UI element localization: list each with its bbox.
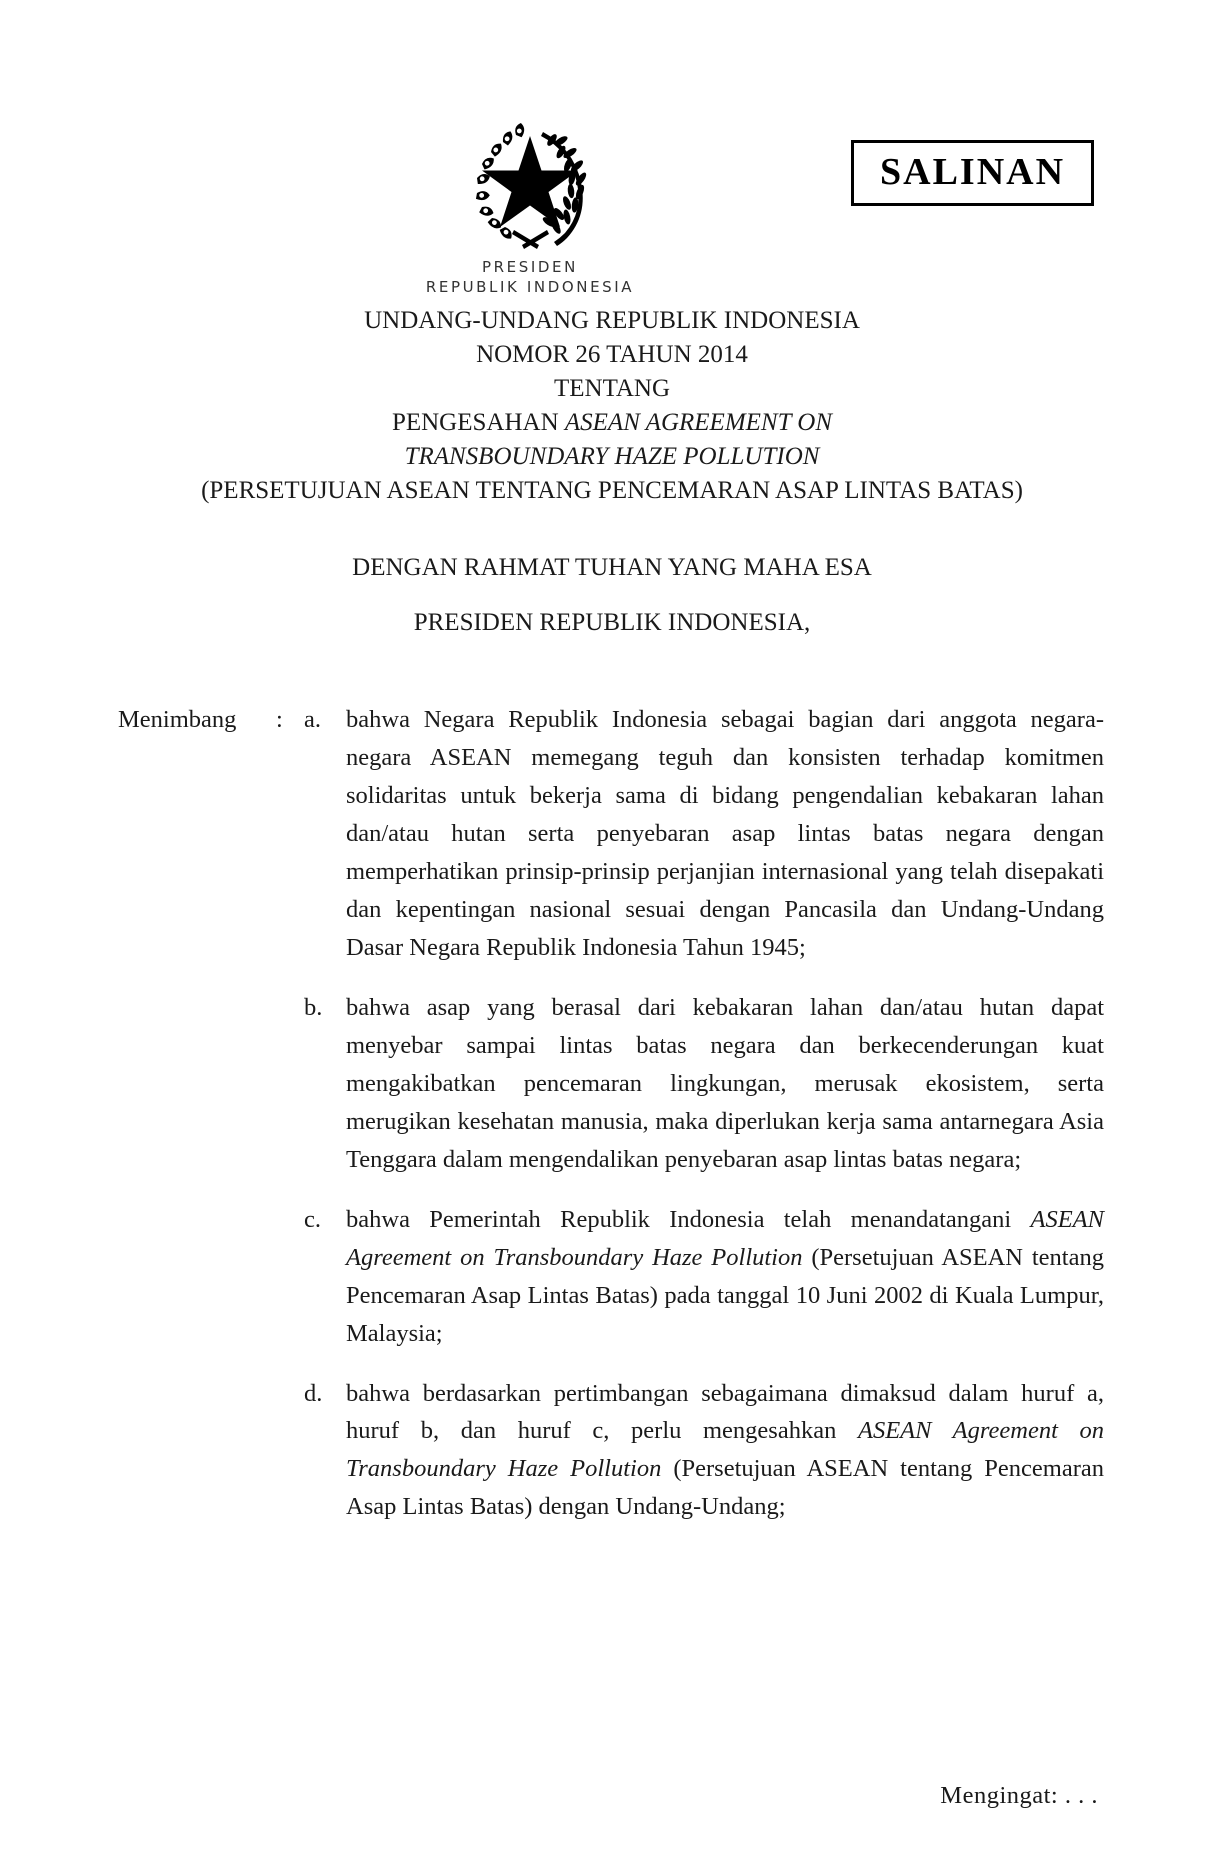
title-line-subject-1 bbox=[0, 406, 1224, 440]
document-title-block bbox=[0, 304, 1224, 508]
considerations-label: Menimbang bbox=[118, 706, 237, 733]
consideration-c-part2: (Persetujuan ASEAN tentang Pencemaran Asap Lintas Batas) pada tanggal 10 Juni 2002 di Kuala Lumpur, Malaysia; bbox=[346, 1243, 1104, 1347]
enactment-formula bbox=[0, 552, 1224, 639]
consideration-text-a: bahwa Negara Republik Indonesia sebagai bagian dari anggota negara-negara ASEAN memegang teguh dan konsisten terhadap komitmen solidaritas untuk bekerja sama di bidang pengendalian kebakaran lahan dan/atau hutan serta penyebaran asap lintas batas negara dengan memperhatikan prinsip-prinsip perjanjian internasional yang telah disepakati dan kepentingan nasional sesuai dengan Pancasila dan Undang-Undang Dasar Negara Republik Indonesia Tahun 1945; bbox=[346, 706, 1104, 961]
institution-line-presiden: PRESIDEN bbox=[482, 258, 578, 276]
consideration-d-italic: ASEAN Agreement on Transboundary Haze Pollution bbox=[346, 1417, 1105, 1483]
page-continuation-note: Mengingat: . . . bbox=[940, 1782, 1098, 1809]
consideration-item-c bbox=[118, 1201, 1104, 1353]
considerations-section bbox=[0, 701, 1224, 1526]
consideration-d-part2: (Persetujuan ASEAN tentang Pencemaran Asap Lintas Batas) dengan Undang-Undang; bbox=[346, 1455, 1104, 1521]
title-line-about: TENTANG bbox=[553, 375, 671, 402]
consideration-letter-a: a. bbox=[304, 706, 321, 733]
salinan-stamp-label: SALINAN bbox=[880, 151, 1066, 193]
title-line-number-year: NOMOR 26 TAHUN 2014 bbox=[476, 341, 748, 368]
consideration-d-part1: bahwa berdasarkan pertimbangan sebagaimana dimaksud dalam huruf a, huruf b, dan huruf c, perlu mengesahkan bbox=[346, 1379, 1104, 1445]
title-subject-italic-2: TRANSBOUNDARY HAZE POLLUTION bbox=[404, 443, 820, 470]
garuda-star-wreath-emblem bbox=[455, 108, 605, 253]
document-header bbox=[0, 0, 1224, 300]
enactment-line-president: PRESIDEN REPUBLIK INDONESIA, bbox=[413, 608, 811, 636]
consideration-item-b bbox=[118, 989, 1104, 1179]
consideration-c-part1: bahwa Pemerintah Republik Indonesia telah menandatangani bbox=[346, 1205, 1031, 1233]
consideration-text-d bbox=[346, 1375, 1104, 1527]
consideration-text-b: bahwa asap yang berasal dari kebakaran lahan dan/atau hutan dapat menyebar sampai lintas batas negara dan berkecenderungan kuat mengakibatkan pencemaran lingkungan, merusak ekosistem, serta merugikan kesehatan manusia, maka diperlukan kerja sama antarnegara Asia Tenggara dalam mengendalikan penyebaran asap lintas batas negara; bbox=[346, 993, 1104, 1173]
status-badge bbox=[851, 140, 1094, 206]
enactment-line-blessing: DENGAN RAHMAT TUHAN YANG MAHA ESA bbox=[352, 554, 872, 581]
consideration-item-d bbox=[118, 1375, 1104, 1527]
consideration-letter-d: d. bbox=[304, 1379, 323, 1407]
title-line-subject-translation: (PERSETUJUAN ASEAN TENTANG PENCEMARAN ASAP LINTAS BATAS) bbox=[201, 477, 1023, 504]
institution-line-republik-indonesia: REPUBLIK INDONESIA bbox=[425, 277, 635, 296]
considerations-colon: : bbox=[276, 706, 283, 733]
title-line-law-type: UNDANG-UNDANG REPUBLIK INDONESIA bbox=[364, 307, 860, 334]
title-line-subject-2 bbox=[0, 440, 1224, 474]
consideration-letter-c: c. bbox=[304, 1205, 321, 1233]
consideration-letter-b: b. bbox=[304, 993, 323, 1021]
title-subject-italic-1: ASEAN AGREEMENT ON bbox=[564, 409, 833, 436]
consideration-text-c bbox=[346, 1201, 1104, 1353]
title-subject-prefix: PENGESAHAN bbox=[391, 409, 565, 436]
consideration-item-a bbox=[118, 701, 1104, 967]
consideration-c-italic: ASEAN Agreement on Transboundary Haze Pollution bbox=[346, 1205, 1104, 1271]
institution-caption bbox=[0, 258, 1060, 298]
